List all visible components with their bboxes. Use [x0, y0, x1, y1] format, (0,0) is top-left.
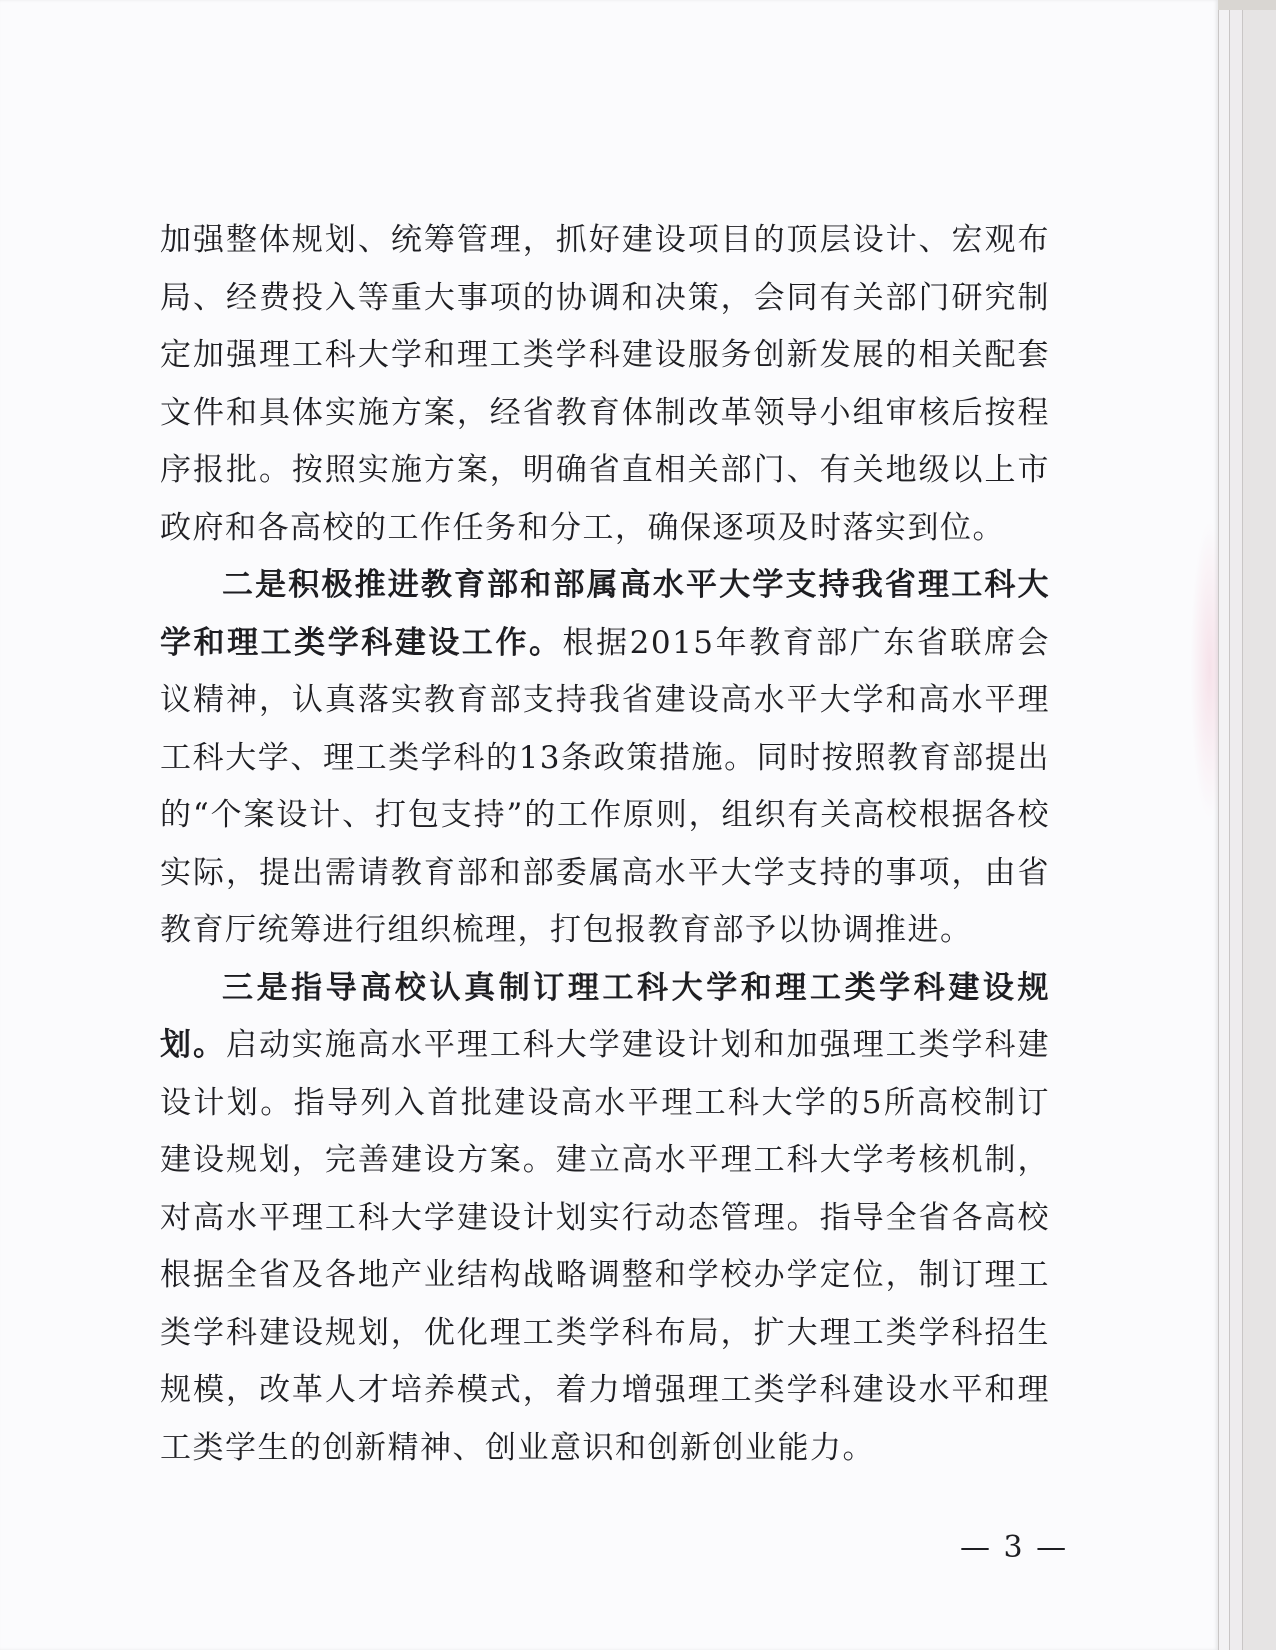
- paragraph-1: 加强整体规划、统筹管理，抓好建设项目的顶层设计、宏观布局、经费投入等重大事项的协调和决策，会同有关部门研究制定加强理工科大学和理工类学科建设服务创新发展的相关配套文件和具体实施方案，经省教育体制改革领导小组审核后按程序报批。按照实施方案，明确省直相关部门、有关地级以上市政府和各高校的工作任务和分工，确保逐项及时落实到位。: [160, 222, 1050, 546]
- page-edge: [1218, 10, 1229, 1650]
- page-edge: [1242, 10, 1276, 1650]
- paragraph-3-body: 启动实施高水平理工科大学建设计划和加强理工类学科建设计划。指导列入首批建设高水平理工科大学的5所高校制订建设规划，完善建设方案。建立高水平理工科大学考核机制，对高水平理工科大学建设计划实行动态管理。指导全省各高校根据全省及各地产业结构战略调整和学校办学定位，制订理工类学科建设规划，优化理工类学科布局，扩大理工类学科招生规模，改革人才培养模式，着力增强理工类学科建设水平和理工类学生的创新精神、创业意识和创新创业能力。: [160, 1027, 1051, 1466]
- paragraph-2-body: 根据2015年教育部广东省联席会议精神，认真落实教育部支持我省建设高水平大学和高水平理工科大学、理工类学科的13条政策措施。同时按照教育部提出的“个案设计、打包支持”的工作原则，组织有关高校根据各校实际，提出需请教育部和部委属高水平大学支持的事项，由省教育厅统筹进行组织梳理，打包报教育部予以协调推进。: [160, 624, 1050, 948]
- paragraph-3: [160, 960, 1050, 1478]
- document-body: [160, 212, 1050, 1477]
- paragraph-2: [160, 557, 1050, 960]
- paragraph-2-heading: 二是积极推进教育部和部属高水平大学支持我省理工科大学和理工类学科建设工作。: [160, 567, 1050, 661]
- page-number: — 3 —: [960, 1530, 1069, 1565]
- page-edge: [1229, 10, 1242, 1650]
- paragraph-3-heading: 三是指导高校认真制订理工科大学和理工类学科建设规划。: [160, 969, 1050, 1063]
